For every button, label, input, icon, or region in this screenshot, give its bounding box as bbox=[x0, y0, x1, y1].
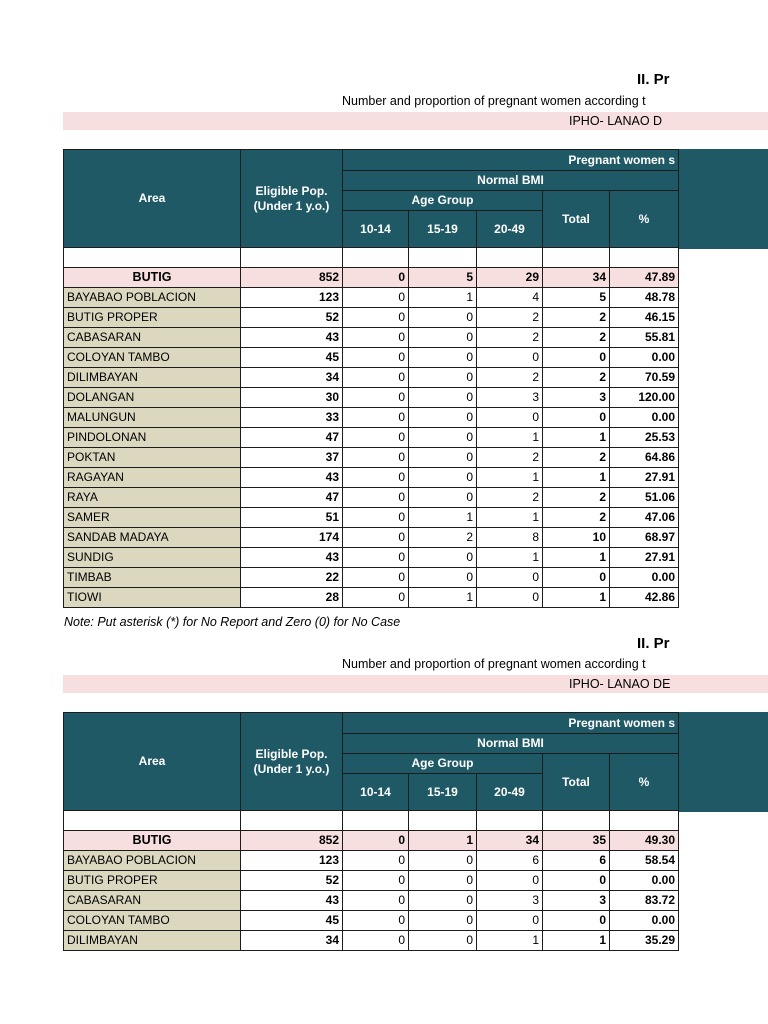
eligible-pop-sublabel: (Under 1 y.o.) bbox=[253, 198, 330, 213]
total-cell: 1 bbox=[543, 468, 610, 488]
age-20-49-cell: 2 bbox=[477, 368, 543, 388]
age-15-19-cell: 0 bbox=[409, 408, 477, 428]
total-cell: 2 bbox=[543, 308, 610, 328]
eligible-pop-cell: 43 bbox=[241, 548, 343, 568]
blank-cell bbox=[610, 248, 679, 268]
age-10-14-cell: 0 bbox=[343, 308, 409, 328]
eligible-pop-header bbox=[241, 150, 343, 248]
pct-cell: 58.54 bbox=[610, 851, 679, 871]
table-row bbox=[64, 408, 679, 428]
eligible-pop-cell: 34 bbox=[241, 931, 343, 951]
age-15-19-cell: 5 bbox=[409, 268, 477, 288]
age-10-14-cell: 0 bbox=[343, 548, 409, 568]
eligible-pop-cell: 43 bbox=[241, 891, 343, 911]
pct-cell: 70.59 bbox=[610, 368, 679, 388]
pct-cell: 51.06 bbox=[610, 488, 679, 508]
total-cell: 2 bbox=[543, 448, 610, 468]
age-15-19-cell: 0 bbox=[409, 488, 477, 508]
pct-cell: 25.53 bbox=[610, 428, 679, 448]
age-10-14-header: 10-14 bbox=[343, 211, 409, 248]
area-cell: BUTIG PROPER bbox=[64, 871, 241, 891]
blank-cell bbox=[409, 248, 477, 268]
pct-cell: 0.00 bbox=[610, 911, 679, 931]
area-cell: SAMER bbox=[64, 508, 241, 528]
eligible-pop-cell: 30 bbox=[241, 388, 343, 408]
age-20-49-cell: 34 bbox=[477, 831, 543, 851]
pct-cell: 47.06 bbox=[610, 508, 679, 528]
total-cell: 1 bbox=[543, 588, 610, 608]
age-10-14-cell: 0 bbox=[343, 468, 409, 488]
table-row bbox=[64, 348, 679, 368]
eligible-pop-cell: 51 bbox=[241, 508, 343, 528]
pct-cell: 27.91 bbox=[610, 468, 679, 488]
eligible-pop-cell: 174 bbox=[241, 528, 343, 548]
section-title-2: II. Pr bbox=[637, 635, 670, 652]
blank-cell bbox=[477, 248, 543, 268]
total-header: Total bbox=[543, 191, 610, 248]
blank-cell bbox=[64, 248, 241, 268]
area-cell: DOLANGAN bbox=[64, 388, 241, 408]
age-group-header: Age Group bbox=[343, 191, 543, 211]
eligible-pop-cell: 34 bbox=[241, 368, 343, 388]
pct-cell: 83.72 bbox=[610, 891, 679, 911]
age-10-14-cell: 0 bbox=[343, 428, 409, 448]
office-label: IPHO- LANAO D bbox=[569, 114, 663, 128]
eligible-pop-cell: 37 bbox=[241, 448, 343, 468]
age-10-14-cell: 0 bbox=[343, 871, 409, 891]
age-15-19-cell: 0 bbox=[409, 468, 477, 488]
group-header: Pregnant women s bbox=[343, 713, 679, 734]
area-header: Area bbox=[64, 713, 241, 811]
note-text: Note: Put asterisk (*) for No Report and Zero (0) for No Case bbox=[64, 615, 401, 629]
area-cell: COLOYAN TAMBO bbox=[64, 348, 241, 368]
age-10-14-cell: 0 bbox=[343, 891, 409, 911]
age-20-49-cell: 0 bbox=[477, 568, 543, 588]
total-cell: 10 bbox=[543, 528, 610, 548]
eligible-pop-cell: 28 bbox=[241, 588, 343, 608]
eligible-pop-cell: 22 bbox=[241, 568, 343, 588]
normal-bmi-header: Normal BMI bbox=[343, 734, 679, 754]
blank-cell bbox=[343, 248, 409, 268]
age-10-14-header: 10-14 bbox=[343, 774, 409, 811]
pct-cell: 0.00 bbox=[610, 871, 679, 891]
area-cell: BUTIG PROPER bbox=[64, 308, 241, 328]
blank-cell bbox=[409, 811, 477, 831]
area-cell: COLOYAN TAMBO bbox=[64, 911, 241, 931]
age-20-49-cell: 0 bbox=[477, 911, 543, 931]
table-row bbox=[64, 368, 679, 388]
area-cell: MALUNGUN bbox=[64, 408, 241, 428]
pct-cell: 0.00 bbox=[610, 348, 679, 368]
age-20-49-cell: 3 bbox=[477, 388, 543, 408]
age-10-14-cell: 0 bbox=[343, 488, 409, 508]
table-row bbox=[64, 528, 679, 548]
eligible-pop-cell: 123 bbox=[241, 851, 343, 871]
eligible-pop-cell: 33 bbox=[241, 408, 343, 428]
age-15-19-cell: 0 bbox=[409, 911, 477, 931]
eligible-pop-cell: 45 bbox=[241, 348, 343, 368]
table-row bbox=[64, 388, 679, 408]
age-10-14-cell: 0 bbox=[343, 348, 409, 368]
blank-row bbox=[64, 248, 679, 268]
pct-cell: 55.81 bbox=[610, 328, 679, 348]
area-cell: RAGAYAN bbox=[64, 468, 241, 488]
total-cell: 6 bbox=[543, 851, 610, 871]
area-cell: PINDOLONAN bbox=[64, 428, 241, 448]
total-header: Total bbox=[543, 754, 610, 811]
age-20-49-cell: 2 bbox=[477, 328, 543, 348]
office-band bbox=[63, 112, 768, 130]
total-cell: 2 bbox=[543, 508, 610, 528]
pct-cell: 35.29 bbox=[610, 931, 679, 951]
eligible-pop-sublabel: (Under 1 y.o.) bbox=[253, 761, 330, 776]
age-20-49-cell: 0 bbox=[477, 871, 543, 891]
eligible-pop-cell: 52 bbox=[241, 308, 343, 328]
blank-cell bbox=[64, 811, 241, 831]
eligible-pop-cell: 43 bbox=[241, 468, 343, 488]
total-row bbox=[64, 268, 679, 288]
age-10-14-cell: 0 bbox=[343, 388, 409, 408]
blank-cell bbox=[477, 811, 543, 831]
area-cell: SANDAB MADAYA bbox=[64, 528, 241, 548]
pct-cell: 42.86 bbox=[610, 588, 679, 608]
pct-cell: 64.86 bbox=[610, 448, 679, 468]
area-cell: CABASARAN bbox=[64, 891, 241, 911]
age-10-14-cell: 0 bbox=[343, 268, 409, 288]
area-cell: CABASARAN bbox=[64, 328, 241, 348]
office-band-2 bbox=[63, 675, 768, 693]
table-row bbox=[64, 568, 679, 588]
eligible-pop-label: Eligible Pop. bbox=[255, 183, 328, 198]
total-cell: 2 bbox=[543, 328, 610, 348]
age-10-14-cell: 0 bbox=[343, 328, 409, 348]
data-table-2 bbox=[63, 712, 679, 951]
total-cell: 3 bbox=[543, 891, 610, 911]
table-row bbox=[64, 508, 679, 528]
total-cell: 0 bbox=[543, 408, 610, 428]
table-row bbox=[64, 448, 679, 468]
area-cell: DILIMBAYAN bbox=[64, 931, 241, 951]
blank-cell bbox=[543, 248, 610, 268]
area-cell: TIMBAB bbox=[64, 568, 241, 588]
age-15-19-cell: 0 bbox=[409, 568, 477, 588]
age-20-49-cell: 1 bbox=[477, 468, 543, 488]
age-10-14-cell: 0 bbox=[343, 528, 409, 548]
age-15-19-cell: 0 bbox=[409, 368, 477, 388]
total-cell: 3 bbox=[543, 388, 610, 408]
area-cell: BAYABAO POBLACION bbox=[64, 851, 241, 871]
table-row bbox=[64, 548, 679, 568]
eligible-pop-cell: 47 bbox=[241, 488, 343, 508]
age-20-49-cell: 3 bbox=[477, 891, 543, 911]
age-15-19-cell: 1 bbox=[409, 288, 477, 308]
age-10-14-cell: 0 bbox=[343, 448, 409, 468]
age-10-14-cell: 0 bbox=[343, 851, 409, 871]
age-10-14-cell: 0 bbox=[343, 911, 409, 931]
section-subtitle: Number and proportion of pregnant women according t bbox=[342, 94, 646, 108]
age-15-19-cell: 0 bbox=[409, 348, 477, 368]
age-15-19-cell: 0 bbox=[409, 891, 477, 911]
age-20-49-cell: 2 bbox=[477, 308, 543, 328]
table-row bbox=[64, 488, 679, 508]
section-title: II. Pr bbox=[637, 71, 670, 88]
age-10-14-cell: 0 bbox=[343, 368, 409, 388]
age-group-header: Age Group bbox=[343, 754, 543, 774]
group-header: Pregnant women s bbox=[343, 150, 679, 171]
total-row bbox=[64, 831, 679, 851]
section-subtitle-2: Number and proportion of pregnant women according t bbox=[342, 657, 646, 671]
header-extension bbox=[677, 149, 768, 249]
age-15-19-cell: 0 bbox=[409, 871, 477, 891]
table-row bbox=[64, 891, 679, 911]
normal-bmi-header: Normal BMI bbox=[343, 171, 679, 191]
total-cell: 5 bbox=[543, 288, 610, 308]
age-10-14-cell: 0 bbox=[343, 931, 409, 951]
age-15-19-cell: 0 bbox=[409, 428, 477, 448]
blank-cell bbox=[241, 811, 343, 831]
total-cell: 0 bbox=[543, 871, 610, 891]
age-20-49-header: 20-49 bbox=[477, 211, 543, 248]
table-row bbox=[64, 428, 679, 448]
age-20-49-cell: 0 bbox=[477, 588, 543, 608]
table-row bbox=[64, 288, 679, 308]
table-row bbox=[64, 931, 679, 951]
age-10-14-cell: 0 bbox=[343, 408, 409, 428]
table-row bbox=[64, 588, 679, 608]
office-label-2: IPHO- LANAO DE bbox=[569, 677, 671, 691]
total-cell: 1 bbox=[543, 931, 610, 951]
total-cell: 2 bbox=[543, 488, 610, 508]
pct-cell: 0.00 bbox=[610, 408, 679, 428]
age-10-14-cell: 0 bbox=[343, 508, 409, 528]
age-15-19-cell: 0 bbox=[409, 931, 477, 951]
age-20-49-cell: 1 bbox=[477, 428, 543, 448]
area-cell: POKTAN bbox=[64, 448, 241, 468]
age-20-49-cell: 6 bbox=[477, 851, 543, 871]
age-15-19-cell: 2 bbox=[409, 528, 477, 548]
eligible-pop-cell: 47 bbox=[241, 428, 343, 448]
age-20-49-cell: 1 bbox=[477, 508, 543, 528]
age-20-49-cell: 1 bbox=[477, 931, 543, 951]
age-20-49-cell: 4 bbox=[477, 288, 543, 308]
table-row bbox=[64, 911, 679, 931]
blank-cell bbox=[343, 811, 409, 831]
total-cell: 34 bbox=[543, 268, 610, 288]
age-15-19-cell: 1 bbox=[409, 831, 477, 851]
age-20-49-cell: 2 bbox=[477, 448, 543, 468]
header-extension-2 bbox=[677, 712, 768, 812]
eligible-pop-cell: 852 bbox=[241, 268, 343, 288]
age-20-49-cell: 1 bbox=[477, 548, 543, 568]
area-cell: BAYABAO POBLACION bbox=[64, 288, 241, 308]
age-20-49-cell: 8 bbox=[477, 528, 543, 548]
area-header: Area bbox=[64, 150, 241, 248]
age-15-19-header: 15-19 bbox=[409, 774, 477, 811]
eligible-pop-cell: 123 bbox=[241, 288, 343, 308]
age-15-19-cell: 0 bbox=[409, 448, 477, 468]
blank-row bbox=[64, 811, 679, 831]
pct-cell: 27.91 bbox=[610, 548, 679, 568]
eligible-pop-label: Eligible Pop. bbox=[255, 746, 328, 761]
eligible-pop-header bbox=[241, 713, 343, 811]
age-15-19-cell: 0 bbox=[409, 851, 477, 871]
eligible-pop-cell: 52 bbox=[241, 871, 343, 891]
pct-cell: 120.00 bbox=[610, 388, 679, 408]
pct-header: % bbox=[610, 191, 679, 248]
pct-cell: 47.89 bbox=[610, 268, 679, 288]
blank-cell bbox=[241, 248, 343, 268]
age-20-49-header: 20-49 bbox=[477, 774, 543, 811]
eligible-pop-cell: 45 bbox=[241, 911, 343, 931]
age-10-14-cell: 0 bbox=[343, 288, 409, 308]
area-cell: BUTIG bbox=[64, 831, 241, 851]
area-cell: DILIMBAYAN bbox=[64, 368, 241, 388]
blank-cell bbox=[543, 811, 610, 831]
age-15-19-cell: 0 bbox=[409, 388, 477, 408]
pct-cell: 49.30 bbox=[610, 831, 679, 851]
total-cell: 0 bbox=[543, 568, 610, 588]
age-10-14-cell: 0 bbox=[343, 831, 409, 851]
pct-cell: 68.97 bbox=[610, 528, 679, 548]
area-cell: TIOWI bbox=[64, 588, 241, 608]
total-cell: 2 bbox=[543, 368, 610, 388]
age-15-19-cell: 0 bbox=[409, 308, 477, 328]
pct-cell: 46.15 bbox=[610, 308, 679, 328]
age-15-19-cell: 0 bbox=[409, 548, 477, 568]
total-cell: 35 bbox=[543, 831, 610, 851]
age-15-19-cell: 0 bbox=[409, 328, 477, 348]
eligible-pop-cell: 43 bbox=[241, 328, 343, 348]
area-cell: SUNDIG bbox=[64, 548, 241, 568]
blank-cell bbox=[610, 811, 679, 831]
table-row bbox=[64, 308, 679, 328]
data-table-1 bbox=[63, 149, 679, 608]
total-cell: 0 bbox=[543, 911, 610, 931]
age-20-49-cell: 0 bbox=[477, 348, 543, 368]
table-row bbox=[64, 851, 679, 871]
area-cell: BUTIG bbox=[64, 268, 241, 288]
eligible-pop-cell: 852 bbox=[241, 831, 343, 851]
pct-header: % bbox=[610, 754, 679, 811]
total-cell: 1 bbox=[543, 428, 610, 448]
age-20-49-cell: 0 bbox=[477, 408, 543, 428]
area-cell: RAYA bbox=[64, 488, 241, 508]
age-10-14-cell: 0 bbox=[343, 588, 409, 608]
age-15-19-cell: 1 bbox=[409, 588, 477, 608]
age-20-49-cell: 2 bbox=[477, 488, 543, 508]
total-cell: 1 bbox=[543, 548, 610, 568]
pct-cell: 48.78 bbox=[610, 288, 679, 308]
table-row bbox=[64, 328, 679, 348]
pct-cell: 0.00 bbox=[610, 568, 679, 588]
age-10-14-cell: 0 bbox=[343, 568, 409, 588]
total-cell: 0 bbox=[543, 348, 610, 368]
age-20-49-cell: 29 bbox=[477, 268, 543, 288]
age-15-19-header: 15-19 bbox=[409, 211, 477, 248]
table-row bbox=[64, 468, 679, 488]
table-row bbox=[64, 871, 679, 891]
age-15-19-cell: 1 bbox=[409, 508, 477, 528]
